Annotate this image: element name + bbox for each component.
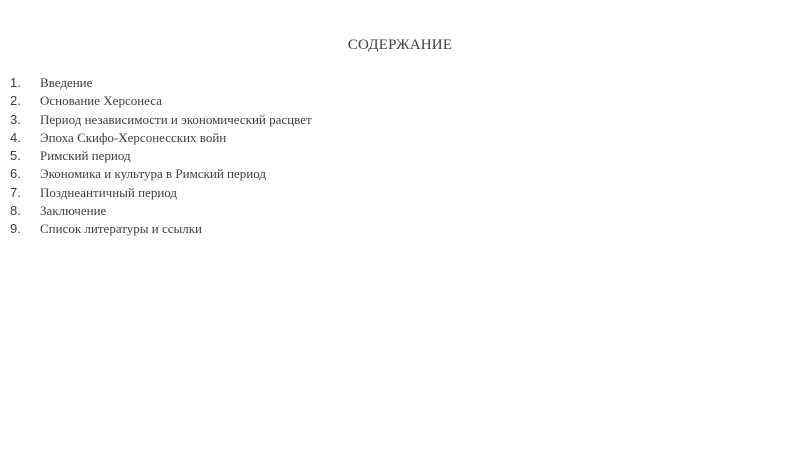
toc-item-label: Основание Херсонеса (40, 93, 162, 109)
toc-item-1 (10, 74, 312, 92)
toc-item-label: Введение (40, 75, 93, 90)
toc-item-5 (10, 147, 312, 165)
toc-item-6 (10, 165, 312, 183)
toc-item-label: Римский период (40, 148, 131, 164)
toc-item-2 (10, 92, 312, 110)
toc-item-number: 4. (10, 129, 21, 145)
toc-item-label: Период независимости и экономический расцвет (40, 111, 312, 127)
toc-item-number: 5. (10, 148, 21, 164)
toc-item-number: 7. (10, 184, 21, 200)
toc-item-number: 9. (10, 221, 21, 237)
page-title: СОДЕРЖАНИЕ (347, 37, 453, 53)
toc-item-number: 8. (10, 203, 21, 219)
toc-item-8 (10, 202, 312, 220)
toc-item-label: Заключение (40, 203, 107, 219)
toc-item-label: Эпоха Скифо-Херсонесских войн (40, 129, 227, 145)
toc-item-label: Список литературы и ссылки (40, 221, 202, 237)
toc-item-label: Экономика и культура в Римский период (40, 166, 266, 182)
toc-item-number: 6. (10, 166, 21, 182)
table-of-contents (10, 74, 312, 239)
toc-item-label: Позднеантичный период (40, 184, 178, 200)
toc-item-7 (10, 184, 312, 202)
toc-item-number: 1. (10, 75, 21, 90)
toc-item-number: 3. (10, 111, 21, 127)
toc-item-number: 2. (10, 93, 21, 109)
toc-item-3 (10, 111, 312, 129)
toc-item-9 (10, 220, 312, 238)
toc-item-4 (10, 129, 312, 147)
